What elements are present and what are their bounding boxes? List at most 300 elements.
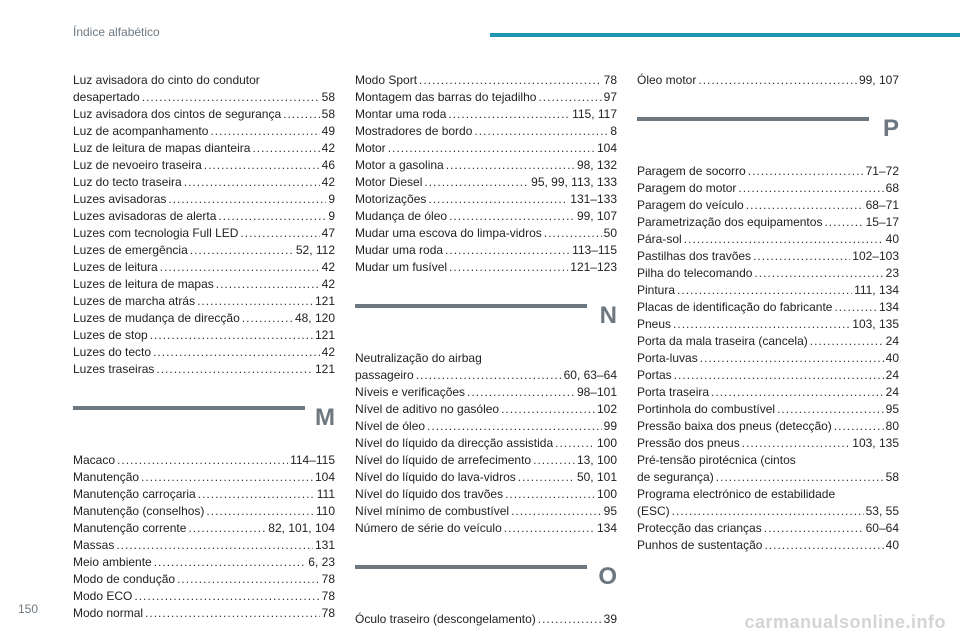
section-header xyxy=(73,400,335,446)
index-entry xyxy=(637,333,899,350)
index-entry-first-line: Programa electrónico de estabilidade xyxy=(637,487,836,501)
index-entry xyxy=(73,293,335,310)
index-entry-name: Paragem de socorro xyxy=(637,164,746,178)
index-entry-first-line: Pré-tensão pirotécnica (cintos xyxy=(637,453,796,467)
index-entry-name: Modo Sport xyxy=(355,73,418,87)
index-entry-line xyxy=(73,571,335,588)
index-entry-pages: 48, 120 xyxy=(294,311,335,325)
index-entry-line xyxy=(637,163,899,180)
leader-dots xyxy=(824,214,863,231)
index-entry-pages: 40 xyxy=(885,351,899,365)
index-entry-first-line: Luz avisadora do cinto do condutor xyxy=(73,73,260,87)
index-entry-pages: 98–101 xyxy=(576,385,617,399)
index-entry-name: Paragem do veículo xyxy=(637,198,744,212)
index-entry-name: Paragem do motor xyxy=(637,181,737,195)
index-entry-line xyxy=(637,265,899,282)
leader-dots xyxy=(538,611,602,628)
index-entry-line xyxy=(355,72,617,89)
index-entry-name: Porta da mala traseira (cancela) xyxy=(637,334,808,348)
index-entry xyxy=(355,225,617,242)
index-entry-pages: 80 xyxy=(885,419,899,433)
index-entry-line xyxy=(73,157,335,174)
index-entry xyxy=(355,157,617,174)
leader-dots xyxy=(283,106,320,123)
index-entry-line xyxy=(355,486,617,503)
index-entry-pages: 115, 117 xyxy=(572,107,617,121)
leader-dots xyxy=(698,72,857,89)
index-entry xyxy=(637,299,899,316)
index-entry-pages: 131 xyxy=(314,538,335,552)
index-entry-name: Pneus xyxy=(637,317,672,331)
index-entry-name: Montar uma roda xyxy=(355,107,447,121)
section-letter: O xyxy=(598,563,617,590)
index-entry-line xyxy=(355,259,617,276)
index-entry-pages: 78 xyxy=(321,606,335,620)
index-entry-line xyxy=(73,503,335,520)
index-entry-line xyxy=(73,276,335,293)
index-entry-name: Modo ECO xyxy=(73,589,133,603)
index-entry xyxy=(73,588,335,605)
index-entry-name: Luz do tecto traseira xyxy=(73,175,182,189)
index-entry-line xyxy=(73,452,335,469)
index-entry-line xyxy=(637,520,899,537)
index-entry-pages: 99, 107 xyxy=(576,209,617,223)
index-entry-name: Luzes avisadoras xyxy=(73,192,167,206)
index-entry-pages: 98, 132 xyxy=(576,158,617,172)
index-entry-line xyxy=(355,242,617,259)
index-entry-name: Nível mínimo de combustível xyxy=(355,504,510,518)
index-entry-pages: 110 xyxy=(315,504,335,518)
leader-dots xyxy=(834,299,877,316)
leader-dots xyxy=(449,208,575,225)
index-entry-line xyxy=(355,140,617,157)
index-entry-pages: 58 xyxy=(321,107,335,121)
leader-dots xyxy=(738,180,883,197)
index-entry-pages: 60, 63–64 xyxy=(563,368,617,382)
leader-dots xyxy=(555,435,595,452)
index-entry xyxy=(73,208,335,225)
index-entry xyxy=(355,72,617,89)
index-entry-pages: 99 xyxy=(603,419,617,433)
index-entry-line xyxy=(73,537,335,554)
index-entry-name: Luzes avisadoras de alerta xyxy=(73,209,217,223)
index-entry-pages: 134 xyxy=(878,300,899,314)
index-entry-pages: 42 xyxy=(321,277,335,291)
index-entry xyxy=(73,310,335,327)
index-entry xyxy=(355,469,617,486)
index-entry-line xyxy=(637,197,899,214)
page-number: 150 xyxy=(18,602,39,616)
index-entry-name: de segurança) xyxy=(637,470,714,484)
leader-dots xyxy=(197,293,313,310)
leader-dots xyxy=(446,157,575,174)
index-entry xyxy=(73,452,335,469)
index-entry-line xyxy=(355,208,617,225)
index-entry-line xyxy=(637,401,899,418)
index-entry-pages: 82, 101, 104 xyxy=(268,521,335,535)
index-entry-line xyxy=(637,231,899,248)
index-entry xyxy=(355,503,617,520)
leader-dots xyxy=(419,72,602,89)
index-entry xyxy=(355,242,617,259)
index-entry-name: Portas xyxy=(637,368,672,382)
leader-dots xyxy=(445,242,570,259)
index-entry-name: Luz de leitura de mapas dianteira xyxy=(73,141,251,155)
index-entry-pages: 95 xyxy=(885,402,899,416)
leader-dots xyxy=(154,554,307,571)
leader-dots xyxy=(511,503,602,520)
index-entry-pages: 39 xyxy=(603,612,617,626)
index-entry-pages: 78 xyxy=(603,73,617,87)
index-entry-name: desapertado xyxy=(73,90,140,104)
leader-dots xyxy=(746,197,864,214)
index-entry xyxy=(637,367,899,384)
leader-dots xyxy=(427,418,602,435)
index-entry-name: Luzes de stop xyxy=(73,328,148,342)
index-entry-name: (ESC) xyxy=(637,504,670,518)
index-entry-line xyxy=(73,140,335,157)
section-letter: N xyxy=(599,302,617,329)
index-entry-pages: 78 xyxy=(321,589,335,603)
index-entry-line xyxy=(637,435,899,452)
leader-dots xyxy=(742,435,851,452)
index-entry-line xyxy=(637,316,899,333)
index-entry-line xyxy=(73,605,335,622)
index-entry xyxy=(637,486,899,520)
leader-dots xyxy=(168,191,326,208)
index-entry-pages: 114–115 xyxy=(290,453,335,467)
index-entry-line xyxy=(637,299,899,316)
index-entry xyxy=(73,327,335,344)
index-entry-line xyxy=(355,418,617,435)
index-entry-line xyxy=(73,293,335,310)
index-entry-line xyxy=(355,225,617,242)
index-entry-pages: 100 xyxy=(596,436,617,450)
leader-dots xyxy=(754,265,883,282)
index-entry-pages: 99, 107 xyxy=(858,73,899,87)
index-entry xyxy=(637,163,899,180)
index-entry xyxy=(73,344,335,361)
index-entry-name: Placas de identificação do fabricante xyxy=(637,300,833,314)
leader-dots xyxy=(810,333,884,350)
index-entry xyxy=(355,350,617,384)
index-entry-name: Modo de condução xyxy=(73,572,176,586)
index-entry-pages: 111 xyxy=(316,487,335,501)
index-entry xyxy=(637,231,899,248)
index-entry-pages: 68–71 xyxy=(865,198,899,212)
index-entry xyxy=(355,140,617,157)
index-entry xyxy=(73,123,335,140)
index-entry-line xyxy=(355,452,617,469)
index-entry xyxy=(355,384,617,401)
leader-dots xyxy=(716,469,884,486)
index-entry xyxy=(73,469,335,486)
index-entry-pages: 97 xyxy=(603,90,617,104)
index-entry-pages: 13, 100 xyxy=(576,453,617,467)
index-entry-name: Luzes de emergência xyxy=(73,243,188,257)
index-entry xyxy=(355,259,617,276)
index-entry-line xyxy=(73,327,335,344)
index-entry xyxy=(355,520,617,537)
index-entry-name: Manutenção (conselhos) xyxy=(73,504,205,518)
index-entry-name: Nível do líquido dos travões xyxy=(355,487,504,501)
index-entry-line xyxy=(73,89,335,106)
index-entry-name: Motor a gasolina xyxy=(355,158,444,172)
section-letter: M xyxy=(315,404,335,431)
index-entry xyxy=(73,537,335,554)
index-entry xyxy=(73,571,335,588)
leader-dots xyxy=(711,384,884,401)
leader-dots xyxy=(748,163,864,180)
index-entry-pages: 103, 135 xyxy=(852,317,899,331)
index-entry-name: Portinhola do combustível xyxy=(637,402,776,416)
index-entry-name: Pastilhas dos travões xyxy=(637,249,752,263)
index-entry-pages: 9 xyxy=(328,192,335,206)
leader-dots xyxy=(240,225,319,242)
index-entry xyxy=(355,611,617,628)
index-entry-name: Pára-sol xyxy=(637,232,682,246)
leader-dots xyxy=(467,384,575,401)
leader-dots xyxy=(156,361,313,378)
index-entry xyxy=(355,123,617,140)
index-entry-name: Níveis e verificações xyxy=(355,385,466,399)
index-entry-pages: 131–133 xyxy=(570,192,617,206)
leader-dots xyxy=(188,520,266,537)
index-entry-pages: 121 xyxy=(314,362,335,376)
index-entry-name: Luz de nevoeiro traseira xyxy=(73,158,202,172)
index-entry-line xyxy=(637,282,899,299)
leader-dots xyxy=(474,123,608,140)
leader-dots xyxy=(153,344,320,361)
index-entry xyxy=(73,191,335,208)
index-entry-name: Luzes de mudança de direcção xyxy=(73,311,240,325)
index-entry-line xyxy=(73,191,335,208)
leader-dots xyxy=(673,316,850,333)
index-entry-name: Óculo traseiro (descongelamento) xyxy=(355,612,536,626)
index-entry xyxy=(355,435,617,452)
index-entry-pages: 78 xyxy=(321,572,335,586)
index-entry-line xyxy=(73,486,335,503)
index-entry-name: Manutenção xyxy=(73,470,140,484)
index-entry xyxy=(637,214,899,231)
index-entry-name: Luz avisadora dos cintos de segurança xyxy=(73,107,282,121)
index-entry-line xyxy=(637,333,899,350)
index-entry-pages: 103, 135 xyxy=(852,436,899,450)
index-entry-name: Montagem das barras do tejadilho xyxy=(355,90,537,104)
leader-dots xyxy=(677,282,852,299)
leader-dots xyxy=(150,327,313,344)
section-divider xyxy=(73,406,305,410)
leader-dots xyxy=(117,452,288,469)
index-entry-name: Nível de óleo xyxy=(355,419,426,433)
index-entry xyxy=(73,72,335,106)
index-entry-name: Nível do líquido da direcção assistida xyxy=(355,436,554,450)
index-entry-line xyxy=(73,242,335,259)
index-entry-pages: 111, 134 xyxy=(854,283,899,297)
index-entry xyxy=(355,401,617,418)
index-entry-name: Luzes de leitura de mapas xyxy=(73,277,214,291)
index-entry xyxy=(637,520,899,537)
index-entry xyxy=(355,191,617,208)
leader-dots xyxy=(160,259,320,276)
index-column-1 xyxy=(73,72,335,622)
index-entry-line xyxy=(637,350,899,367)
section-divider xyxy=(355,565,587,569)
index-entry-pages: 42 xyxy=(321,345,335,359)
index-entry-line xyxy=(73,361,335,378)
index-entry-pages: 121 xyxy=(314,328,335,342)
index-entry-name: Pressão baixa dos pneus (detecção) xyxy=(637,419,832,433)
header-accent-bar xyxy=(490,33,960,37)
index-entry-pages: 24 xyxy=(885,368,899,382)
index-entry xyxy=(73,242,335,259)
index-entry-pages: 58 xyxy=(885,470,899,484)
index-entry-pages: 23 xyxy=(885,266,899,280)
index-entry-pages: 50 xyxy=(603,226,617,240)
leader-dots xyxy=(142,89,320,106)
index-entry-pages: 24 xyxy=(885,385,899,399)
watermark: carmanualsonline.info xyxy=(744,612,946,632)
index-entry xyxy=(637,248,899,265)
index-entry xyxy=(355,208,617,225)
index-entry-pages: 6, 23 xyxy=(308,555,335,569)
index-entry xyxy=(355,106,617,123)
index-entry xyxy=(73,259,335,276)
index-entry-line xyxy=(73,208,335,225)
index-entry-line xyxy=(637,503,899,520)
index-entry-pages: 46 xyxy=(321,158,335,172)
index-entry-name: Luzes de leitura xyxy=(73,260,158,274)
index-entry-line xyxy=(637,418,899,435)
index-entry-line xyxy=(355,384,617,401)
index-entry xyxy=(73,520,335,537)
index-entry-pages: 102–103 xyxy=(852,249,899,263)
index-entry xyxy=(637,384,899,401)
index-column-2 xyxy=(355,72,617,628)
leader-dots xyxy=(116,537,313,554)
index-entry-line xyxy=(355,401,617,418)
index-entry-name: Pintura xyxy=(637,283,676,297)
index-entry-line xyxy=(637,367,899,384)
index-entry-name: Macaco xyxy=(73,453,116,467)
index-entry-name: Mostradores de bordo xyxy=(355,124,473,138)
index-entry-pages: 40 xyxy=(885,538,899,552)
index-entry xyxy=(637,418,899,435)
index-entry-name: Nível do líquido de arrefecimento xyxy=(355,453,532,467)
index-entry-name: Óleo motor xyxy=(637,73,697,87)
section-letter: P xyxy=(882,115,899,142)
header-title: Índice alfabético xyxy=(73,25,160,39)
index-entry-pages: 121–123 xyxy=(570,260,617,274)
index-entry xyxy=(73,361,335,378)
leader-dots xyxy=(764,520,864,537)
index-entry xyxy=(73,486,335,503)
index-entry-name: Nível de aditivo no gasóleo xyxy=(355,402,500,416)
index-entry-name: Modo normal xyxy=(73,606,144,620)
index-entry-pages: 42 xyxy=(321,260,335,274)
index-entry-line xyxy=(355,520,617,537)
index-entry-name: Motor xyxy=(355,141,386,155)
index-entry-pages: 58 xyxy=(321,90,335,104)
leader-dots xyxy=(505,486,595,503)
leader-dots xyxy=(190,242,294,259)
index-entry-pages: 104 xyxy=(596,141,617,155)
index-entry-pages: 95 xyxy=(603,504,617,518)
index-entry-name: Manutenção corrente xyxy=(73,521,187,535)
index-entry-pages: 102 xyxy=(596,402,617,416)
index-entry-line xyxy=(73,225,335,242)
section-divider xyxy=(637,117,869,121)
index-entry-pages: 49 xyxy=(321,124,335,138)
leader-dots xyxy=(141,469,313,486)
index-entry-name: Pressão dos pneus xyxy=(637,436,740,450)
index-entry-pages: 47 xyxy=(321,226,335,240)
leader-dots xyxy=(538,89,601,106)
section-header xyxy=(637,111,899,157)
index-entry-line xyxy=(73,554,335,571)
leader-dots xyxy=(501,401,595,418)
index-entry-line xyxy=(355,469,617,486)
index-entry-line xyxy=(73,344,335,361)
index-entry-name: Punhos de sustentação xyxy=(637,538,763,552)
index-column-3 xyxy=(637,72,899,554)
index-entry-pages: 8 xyxy=(610,124,617,138)
index-entry-pages: 50, 101 xyxy=(576,470,617,484)
index-entry-pages: 60–64 xyxy=(865,521,899,535)
index-entry-line xyxy=(355,367,617,384)
index-entry-line xyxy=(73,123,335,140)
index-entry-name: Luzes traseiras xyxy=(73,362,155,376)
index-entry-pages: 15–17 xyxy=(865,215,899,229)
index-entry xyxy=(355,452,617,469)
leader-dots xyxy=(700,350,884,367)
index-entry xyxy=(637,350,899,367)
index-entry xyxy=(73,503,335,520)
leader-dots xyxy=(416,367,562,384)
leader-dots xyxy=(533,452,575,469)
leader-dots xyxy=(764,537,883,554)
leader-dots xyxy=(448,106,570,123)
leader-dots xyxy=(449,259,568,276)
leader-dots xyxy=(684,231,884,248)
index-entry xyxy=(637,435,899,452)
index-entry-name: passageiro xyxy=(355,368,414,382)
index-entry-name: Motorizações xyxy=(355,192,427,206)
leader-dots xyxy=(504,520,595,537)
leader-dots xyxy=(206,503,313,520)
index-entry-name: Mudar um fusível xyxy=(355,260,448,274)
index-entry-line xyxy=(355,503,617,520)
leader-dots xyxy=(544,225,602,242)
index-entry xyxy=(73,140,335,157)
leader-dots xyxy=(216,276,320,293)
index-entry-pages: 95, 99, 113, 133 xyxy=(531,175,617,189)
index-entry-name: Pilha do telecomando xyxy=(637,266,753,280)
index-entry xyxy=(355,174,617,191)
index-entry-line xyxy=(355,174,617,191)
index-entry-line xyxy=(355,611,617,628)
index-entry xyxy=(637,401,899,418)
index-entry-line xyxy=(73,520,335,537)
index-entry-name: Luz de acompanhamento xyxy=(73,124,209,138)
index-entry xyxy=(637,265,899,282)
index-entry-pages: 24 xyxy=(885,334,899,348)
index-entry-name: Luzes de marcha atrás xyxy=(73,294,196,308)
leader-dots xyxy=(834,418,884,435)
leader-dots xyxy=(218,208,326,225)
leader-dots xyxy=(184,174,320,191)
index-entry-name: Luzes do tecto xyxy=(73,345,152,359)
